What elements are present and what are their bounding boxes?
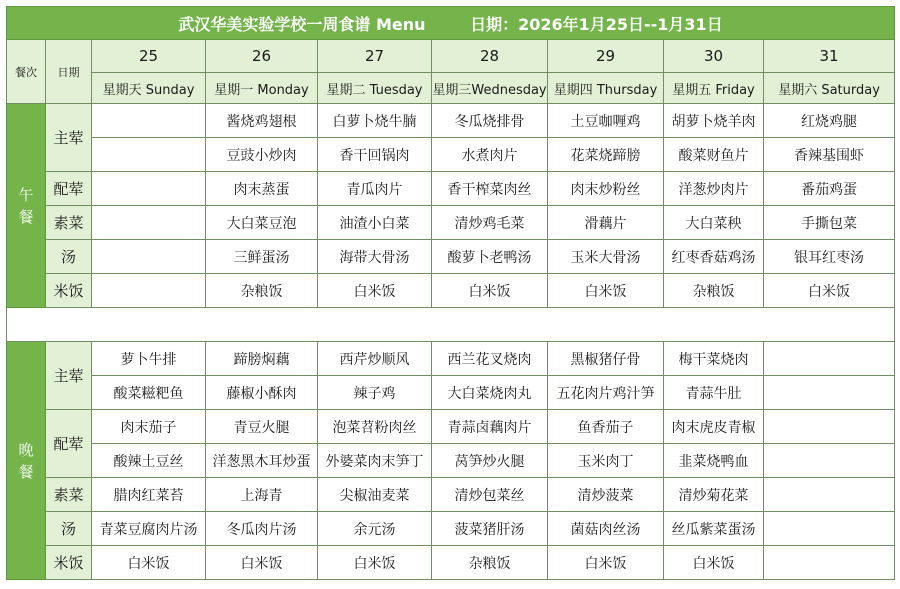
dish-cell [764,376,895,410]
dish-cell: 清炒菊花菜 [664,478,764,512]
day-weekday: 星期一 Monday [206,73,318,104]
dish-cell: 藤椒小酥肉 [206,376,318,410]
dish-cell: 杂粮饭 [432,546,548,580]
dish-cell: 尖椒油麦菜 [318,478,432,512]
dish-cell [92,172,206,206]
dish-cell: 青瓜肉片 [318,172,432,206]
day-weekday: 星期天 Sunday [92,73,206,104]
dish-cell: 青蒜牛肚 [664,376,764,410]
dish-cell: 冬瓜烧排骨 [432,104,548,138]
day-date: 26 [206,40,318,73]
day-weekday: 星期三Wednesday [432,73,548,104]
dish-cell: 香干回锅肉 [318,138,432,172]
lunch-meal-label: 午 餐 [7,104,46,308]
dish-cell: 白萝卜烧牛腩 [318,104,432,138]
day-weekday: 星期二 Tuesday [318,73,432,104]
category-label: 米饭 [46,546,92,580]
dish-cell: 油渣小白菜 [318,206,432,240]
dish-cell: 西兰花叉烧肉 [432,342,548,376]
day-date: 31 [764,40,895,73]
dish-cell [92,206,206,240]
day-date: 25 [92,40,206,73]
dish-cell [764,478,895,512]
dish-cell: 鱼香茄子 [548,410,664,444]
dish-cell: 清炒鸡毛菜 [432,206,548,240]
category-label: 汤 [46,512,92,546]
dish-cell: 胡萝卜烧羊肉 [664,104,764,138]
dish-cell: 海带大骨汤 [318,240,432,274]
dish-cell: 酱烧鸡翅根 [206,104,318,138]
dish-cell [764,512,895,546]
dish-cell: 白米饭 [764,274,895,308]
dish-cell: 酸菜糍粑鱼 [92,376,206,410]
dish-cell: 梅干菜烧肉 [664,342,764,376]
dish-cell: 泡菜苕粉肉丝 [318,410,432,444]
dish-cell: 花菜烧蹄膀 [548,138,664,172]
menu-title: 武汉华美实验学校一周食谱 Menu 日期：2026年1月25日--1月31日 [7,7,895,40]
section-gap [7,308,895,342]
day-date: 29 [548,40,664,73]
dish-cell [92,240,206,274]
dish-cell: 五花肉片鸡汁笋 [548,376,664,410]
dish-cell [764,342,895,376]
dish-cell [92,138,206,172]
dish-cell: 大白菜烧肉丸 [432,376,548,410]
dinner-meal-label: 晚 餐 [7,342,46,580]
dish-cell: 白米饭 [92,546,206,580]
dish-cell: 萝卜牛排 [92,342,206,376]
dish-cell: 白米饭 [664,546,764,580]
dish-cell [92,274,206,308]
dish-cell: 三鲜蛋汤 [206,240,318,274]
dish-cell: 大白菜秧 [664,206,764,240]
dish-cell: 蹄膀焖藕 [206,342,318,376]
dish-cell: 辣子鸡 [318,376,432,410]
category-label: 主荤 [46,342,92,410]
category-label: 米饭 [46,274,92,308]
day-weekday: 星期五 Friday [664,73,764,104]
dish-cell: 杂粮饭 [206,274,318,308]
dish-cell: 清炒菠菜 [548,478,664,512]
dish-cell: 番茄鸡蛋 [764,172,895,206]
dish-cell: 豆豉小炒肉 [206,138,318,172]
day-date: 27 [318,40,432,73]
dish-cell: 白米饭 [432,274,548,308]
dish-cell: 洋葱炒肉片 [664,172,764,206]
dish-cell: 洋葱黑木耳炒蛋 [206,444,318,478]
dish-cell: 丝瓜紫菜蛋汤 [664,512,764,546]
dish-cell [764,546,895,580]
dish-cell: 香干榨菜肉丝 [432,172,548,206]
dish-cell: 白米饭 [318,546,432,580]
category-label: 主荤 [46,104,92,172]
dish-cell [764,444,895,478]
day-weekday: 星期四 Thursday [548,73,664,104]
dish-cell: 西芹炒顺风 [318,342,432,376]
dish-cell: 大白菜豆泡 [206,206,318,240]
dish-cell: 香辣基围虾 [764,138,895,172]
category-label: 配荤 [46,172,92,206]
dish-cell: 青菜豆腐肉片汤 [92,512,206,546]
dish-cell: 青豆火腿 [206,410,318,444]
dish-cell: 上海青 [206,478,318,512]
category-label: 汤 [46,240,92,274]
dish-cell: 韭菜烧鸭血 [664,444,764,478]
category-label: 配荤 [46,410,92,478]
day-date: 30 [664,40,764,73]
dish-cell: 玉米肉丁 [548,444,664,478]
weekly-menu-table [6,6,895,580]
dish-cell [92,104,206,138]
category-label: 素菜 [46,478,92,512]
date-column-header: 日期 [46,40,92,104]
dish-cell: 酸萝卜老鸭汤 [432,240,548,274]
dish-cell: 白米饭 [548,546,664,580]
meal-column-header: 餐次 [7,40,46,104]
day-weekday: 星期六 Saturday [764,73,895,104]
dish-cell: 肉末炒粉丝 [548,172,664,206]
dish-cell: 红枣香菇鸡汤 [664,240,764,274]
dish-cell: 手撕包菜 [764,206,895,240]
dish-cell: 酸菜财鱼片 [664,138,764,172]
dish-cell: 滑藕片 [548,206,664,240]
dish-cell: 冬瓜肉片汤 [206,512,318,546]
dish-cell: 土豆咖喱鸡 [548,104,664,138]
dish-cell: 菠菜猪肝汤 [432,512,548,546]
dish-cell: 银耳红枣汤 [764,240,895,274]
dish-cell: 玉米大骨汤 [548,240,664,274]
dish-cell: 外婆菜肉末笋丁 [318,444,432,478]
dish-cell: 清炒包菜丝 [432,478,548,512]
dish-cell: 肉末虎皮青椒 [664,410,764,444]
dish-cell: 肉末蒸蛋 [206,172,318,206]
dish-cell: 红烧鸡腿 [764,104,895,138]
dish-cell: 杂粮饭 [664,274,764,308]
dish-cell: 黑椒猪仔骨 [548,342,664,376]
dish-cell: 白米饭 [318,274,432,308]
dish-cell: 肉末茄子 [92,410,206,444]
dish-cell: 水煮肉片 [432,138,548,172]
day-date: 28 [432,40,548,73]
dish-cell: 莴笋炒火腿 [432,444,548,478]
category-label: 素菜 [46,206,92,240]
dish-cell: 腊肉红菜苔 [92,478,206,512]
dish-cell: 白米饭 [206,546,318,580]
dish-cell: 余元汤 [318,512,432,546]
dish-cell: 白米饭 [548,274,664,308]
dish-cell: 菌菇肉丝汤 [548,512,664,546]
dish-cell: 酸辣土豆丝 [92,444,206,478]
dish-cell: 青蒜卤藕肉片 [432,410,548,444]
dish-cell [764,410,895,444]
